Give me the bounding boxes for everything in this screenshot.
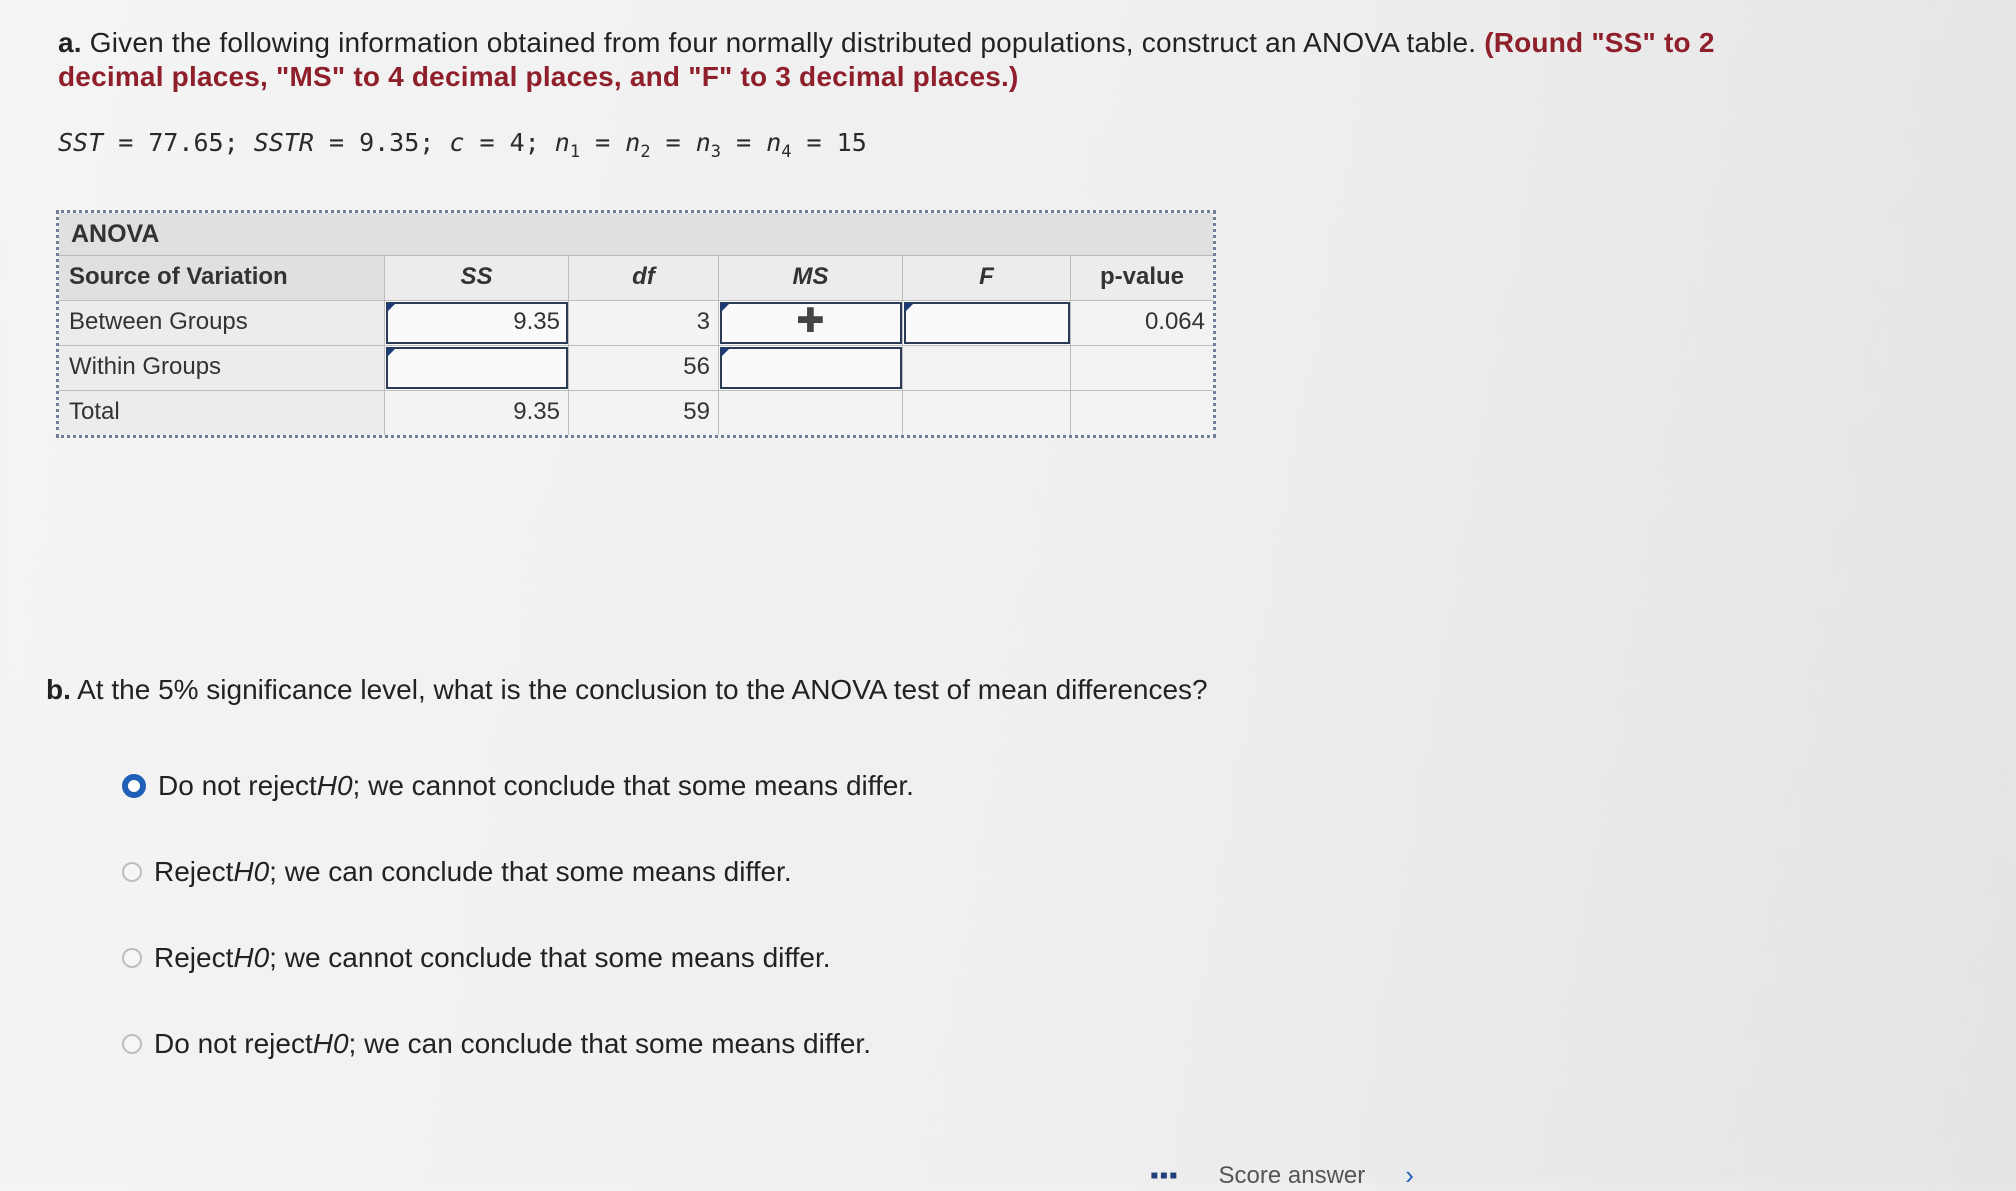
within-ms-input[interactable] — [719, 346, 903, 390]
cursor-plus-icon: ✚ — [796, 302, 825, 340]
between-f-input[interactable] — [903, 301, 1071, 345]
option-1[interactable] — [122, 770, 914, 802]
option-3-post: ; we cannot conclude that some means differ. — [269, 942, 831, 973]
grid-icon[interactable]: ▪▪▪ — [1150, 1161, 1179, 1189]
question-a — [58, 26, 1778, 94]
row-between-groups — [59, 301, 1213, 346]
footer-bar — [1150, 1160, 1414, 1191]
between-p-value: 0.064 — [1144, 308, 1205, 335]
header-ss: SS — [385, 256, 569, 300]
header-ms: MS — [719, 256, 903, 300]
header-source: Source of Variation — [59, 256, 385, 300]
option-1-pre: Do not reject — [158, 770, 317, 801]
row-within-groups — [59, 346, 1213, 391]
between-df-value: 3 — [569, 301, 719, 345]
within-df-value: 56 — [569, 346, 719, 390]
option-4-pre: Do not reject — [154, 1028, 313, 1059]
total-df-value: 59 — [569, 391, 719, 435]
option-3-pre: Reject — [154, 942, 234, 973]
radio-button-selected[interactable] — [122, 774, 146, 798]
header-p-value: p-value — [1071, 256, 1213, 300]
total-label: Total — [59, 391, 385, 435]
radio-button[interactable] — [122, 948, 142, 968]
option-3-h0: H0 — [233, 942, 270, 973]
option-2-pre: Reject — [154, 856, 234, 887]
n-value: 15 — [836, 128, 867, 157]
rounding-instruction: (Round "SS" to 2 decimal places, "MS" to 4 decimal places, and "F" to 3 decimal places.) — [58, 27, 1715, 92]
row-total — [59, 391, 1213, 435]
sstr-label: SSTR — [253, 128, 314, 157]
given-values: SST = 77.65; SSTR = 9.35; c = 4; $n_1 = n_2 = n_3 = n_4 = 15$ — [58, 128, 867, 162]
c-value: 4 — [509, 128, 525, 157]
c-label: c — [449, 128, 465, 157]
option-4[interactable] — [122, 1028, 871, 1060]
within-f-cell — [903, 346, 1071, 390]
sstr-value: 9.35 — [359, 128, 420, 157]
radio-button[interactable] — [122, 1034, 142, 1054]
radio-button[interactable] — [122, 862, 142, 882]
header-df: df — [569, 256, 719, 300]
between-ss-input[interactable]: 9.35 — [385, 301, 569, 345]
option-4-h0: H0 — [312, 1028, 349, 1059]
within-ss-input[interactable] — [385, 346, 569, 390]
anova-title: ANOVA — [59, 213, 1213, 256]
sst-label: SST — [58, 128, 104, 157]
question-b — [46, 672, 1208, 708]
between-ms-input[interactable] — [719, 301, 903, 345]
option-1-h0: H0 — [316, 770, 353, 801]
part-a-letter: a. — [58, 27, 82, 58]
anova-header-row — [59, 256, 1213, 301]
question-a-text: Given the following information obtained from four normally distributed populations, construct an ANOVA table. — [89, 27, 1477, 58]
within-label: Within Groups — [59, 346, 385, 390]
option-2-post: ; we can conclude that some means differ. — [269, 856, 792, 887]
option-3[interactable] — [122, 942, 831, 974]
option-2-h0: H0 — [233, 856, 270, 887]
part-b-letter: b. — [46, 674, 71, 705]
anova-table — [56, 210, 1216, 438]
header-f: F — [903, 256, 1071, 300]
option-2[interactable] — [122, 856, 792, 888]
chevron-right-icon[interactable]: › — [1405, 1160, 1414, 1190]
score-answer-button[interactable]: Score answer — [1218, 1161, 1366, 1189]
total-ss-value: 9.35 — [385, 391, 569, 435]
total-f-cell — [903, 391, 1071, 435]
sst-value: 77.65 — [148, 128, 224, 157]
within-p-cell — [1071, 346, 1213, 390]
option-1-post: ; we cannot conclude that some means differ. — [352, 770, 914, 801]
question-b-text: At the 5% significance level, what is the conclusion to the ANOVA test of mean differences? — [77, 674, 1208, 705]
option-4-post: ; we can conclude that some means differ. — [348, 1028, 871, 1059]
between-label: Between Groups — [59, 301, 385, 345]
total-ms-cell — [719, 391, 903, 435]
total-p-cell — [1071, 391, 1213, 435]
